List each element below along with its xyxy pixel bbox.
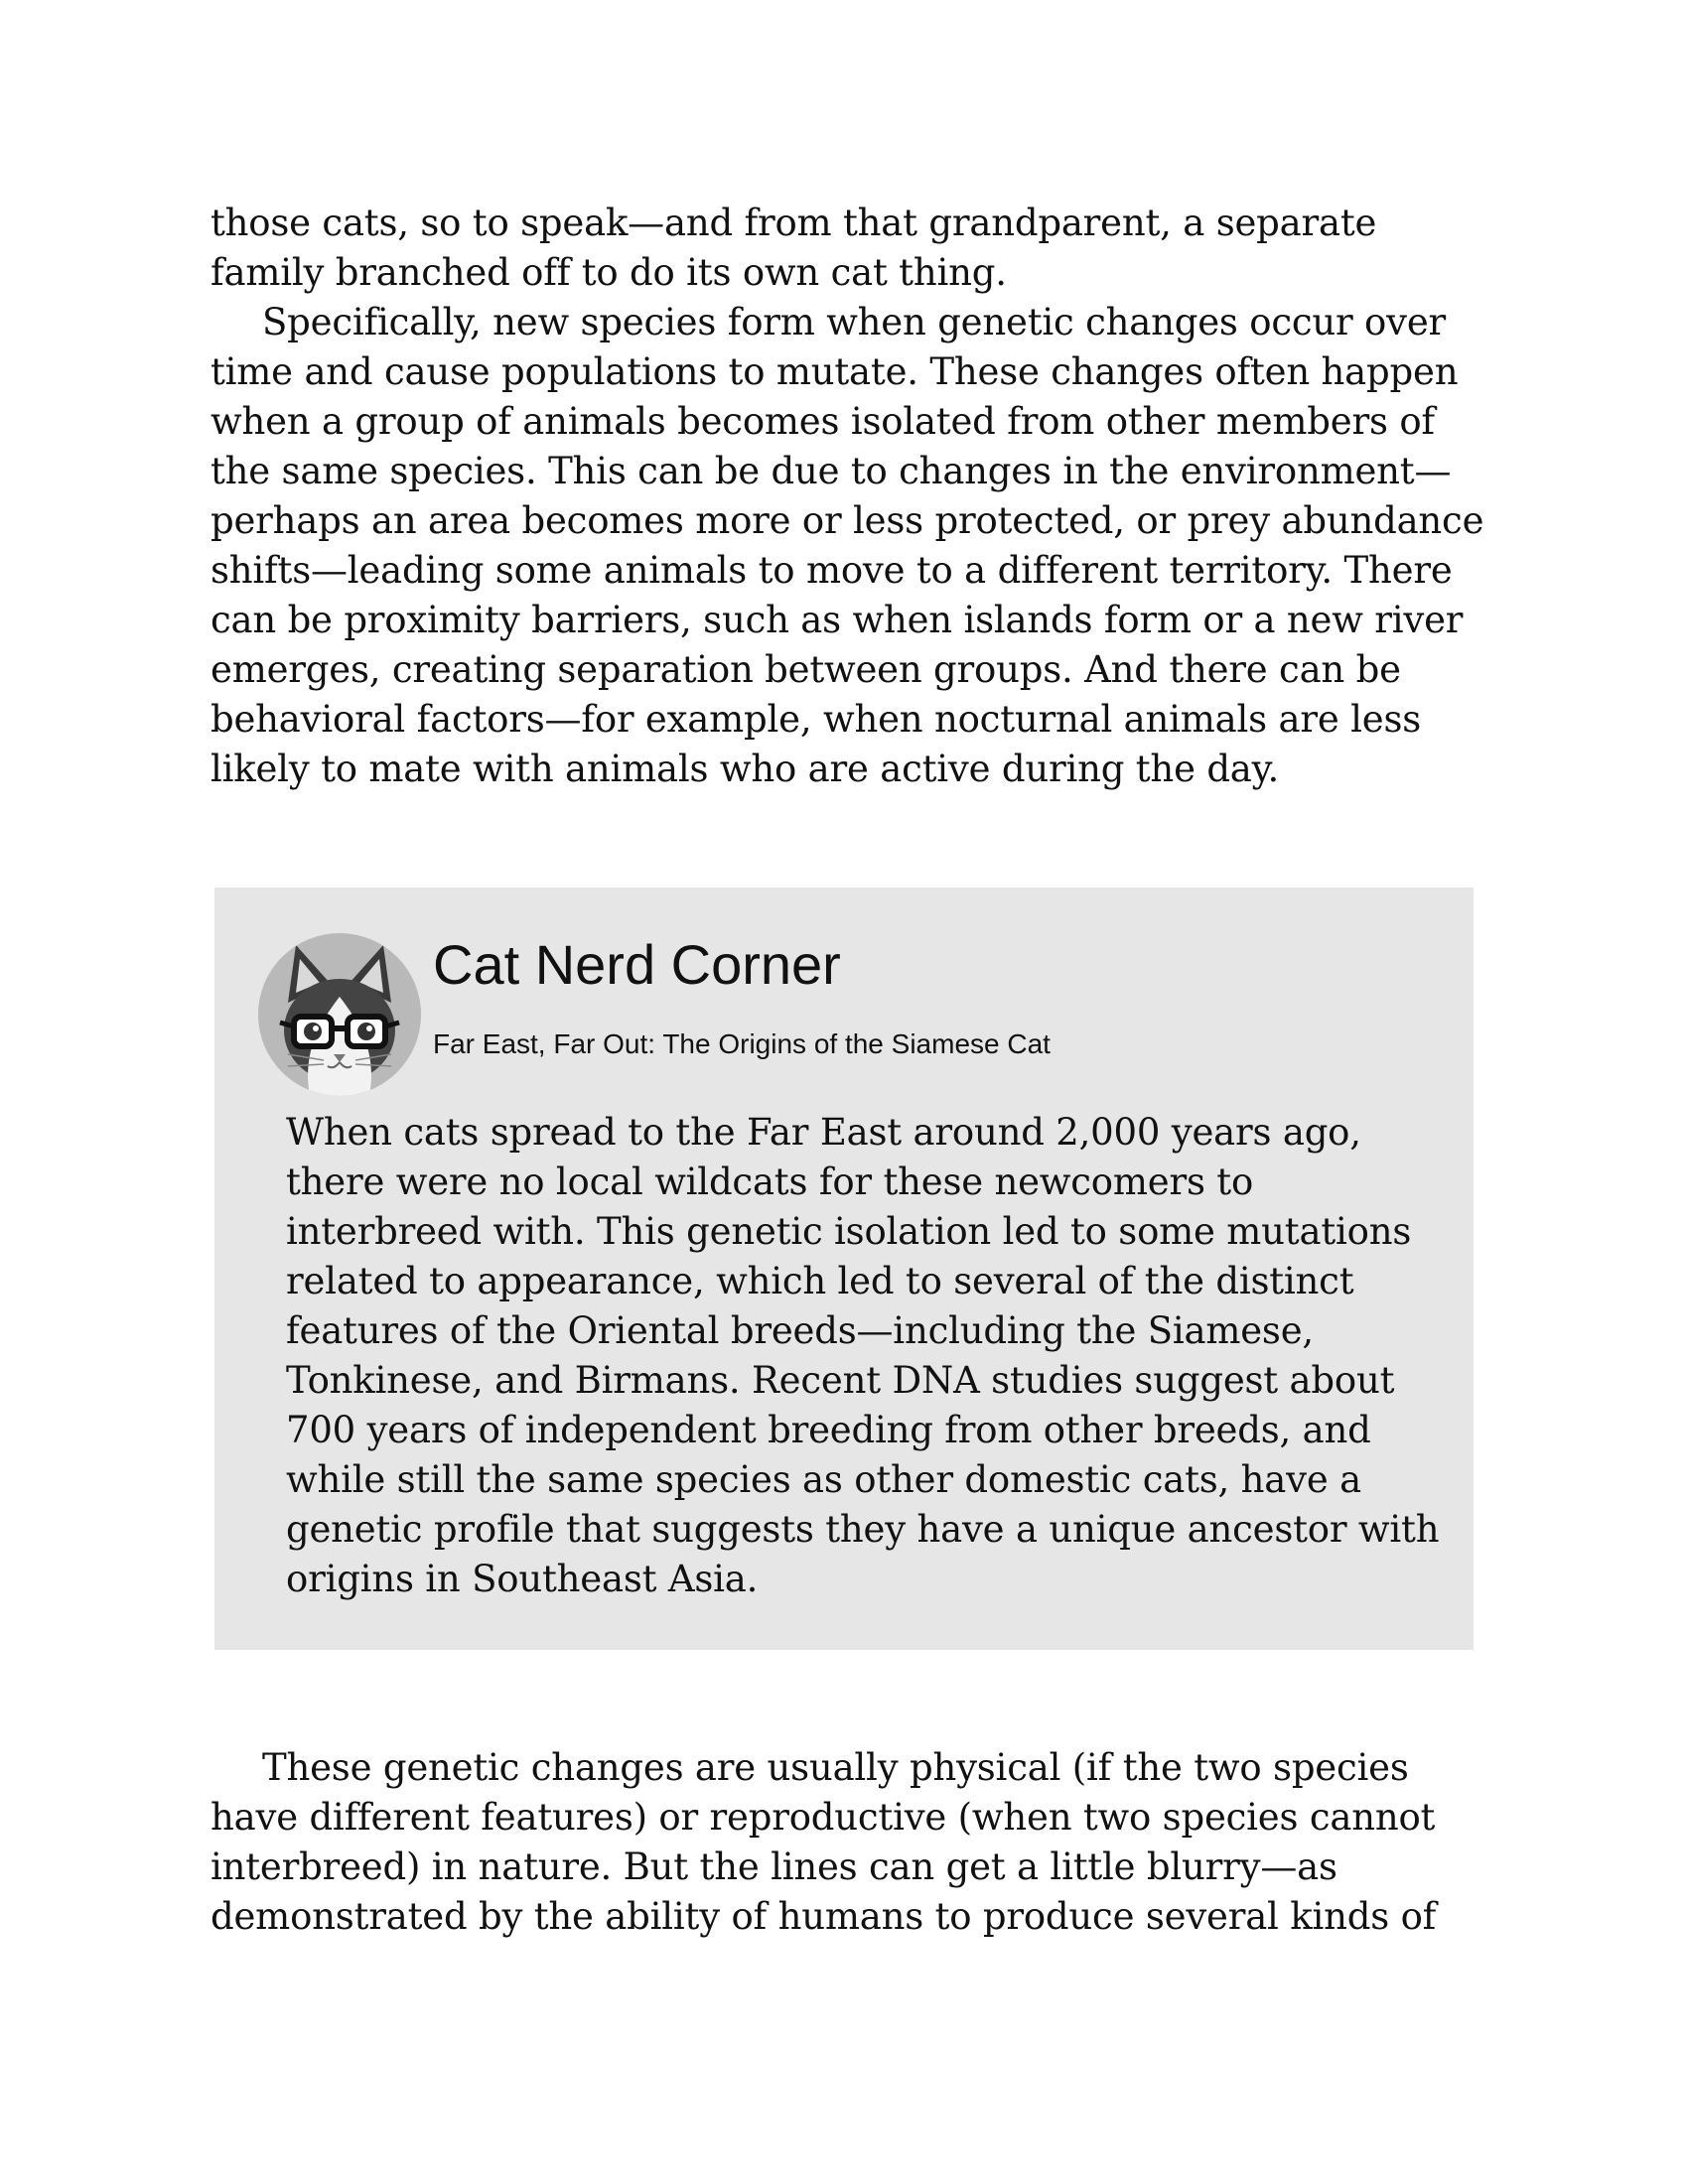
intro-paragraph-2: Specifically, new species form when genetic changes occur over time and cause populations to mutate. These changes often happen when a group of animals becomes isolated from other members of the same species. This can be due to changes in the environment—perhaps an area becomes more or less protected, or prey abundance shifts—leading some animals to move to a different territory. There can be proximity barriers, such as when islands form or a new river emerges, creating separation between groups. And there can be behavioral factors—for example, when nocturnal animals are less likely to mate with animals who are active during the day. bbox=[211, 301, 1484, 790]
box-body-text: When cats spread to the Far East around 2,000 years ago, there were no local wildcats for these newcomers to interbreed with. This genetic isolation led to some mutations related to appearance, which led to several of the distinct features of the Oriental breeds—including the Siamese, Tonkinese, and Birmans. Recent DNA studies suggest about 700 years of independent breeding from other breeds, and while still the same species as other domestic cats, have a genetic profile that suggests they have a unique ancestor with origins in Southeast Asia. bbox=[286, 1111, 1440, 1600]
cat-nerd-corner-box bbox=[214, 887, 1474, 1650]
intro-text bbox=[211, 199, 1491, 794]
closing-text bbox=[211, 1743, 1491, 1942]
nerd-cat-icon bbox=[258, 933, 421, 1096]
closing-paragraph: These genetic changes are usually physical (if the two species have different features) or reproductive (when two species cannot interbreed) in nature. But the lines can get a little blurry—as demonstrated by the ability of humans to produce several kinds of bbox=[211, 1746, 1437, 1938]
intro-paragraph-1: those cats, so to speak—and from that grandparent, a separate family branched off to do its own cat thing. bbox=[211, 202, 1377, 294]
box-title: Cat Nerd Corner bbox=[433, 933, 841, 996]
box-subtitle: Far East, Far Out: The Origins of the Siamese Cat bbox=[433, 1028, 1051, 1059]
